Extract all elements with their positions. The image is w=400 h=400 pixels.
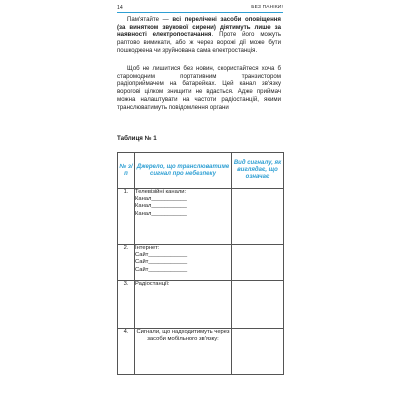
paragraph-1-bold: всі перелічені засоби оповіщення (за винятком звукової сирени) діятимуть лише за наявності електропостачання <box>117 16 281 39</box>
table-row <box>118 329 284 375</box>
row-number: 2. <box>118 245 135 281</box>
blank-line: Сайт____________ <box>135 252 188 259</box>
row-source <box>135 189 232 245</box>
paragraph-1 <box>117 16 281 55</box>
row-signal-cell <box>232 189 284 245</box>
row-number: 1. <box>118 189 135 245</box>
row-signal-cell <box>232 245 284 281</box>
table-header-row <box>118 153 284 189</box>
blank-line: Канал___________ <box>135 203 187 210</box>
header-number: № з/п <box>118 153 135 189</box>
row-number: 3. <box>118 281 135 329</box>
paragraph-2: Щоб не лишитися без новин, скористайтеся хоча б старомодним портативним транзистором радіоприймачем на батарейках. Цей канал зв'язку ворогові цілком знищити не вдасться. Адже приймач можна налаштувати на частоти радіостанцій, якими транслюватимуть повідомлення органи <box>117 65 281 111</box>
signal-sources-table <box>117 152 284 375</box>
row-label: Радіостанції: <box>135 281 170 287</box>
blank-line: Канал___________ <box>135 210 187 217</box>
row-number: 4. <box>118 329 135 375</box>
row-signal-cell <box>232 281 284 329</box>
row-source <box>135 245 232 281</box>
table-row <box>118 245 284 281</box>
row-label: Телевізійні канали: <box>135 189 187 195</box>
table-title: Таблиця № 1 <box>117 135 157 142</box>
row-signal-cell <box>232 329 284 375</box>
row-source <box>135 329 232 375</box>
paragraph-1-intro: Пам'ятайте — <box>127 16 173 23</box>
header-kind: Вид сигналу, як виглядає, що означає <box>232 153 284 189</box>
page-number: 14 <box>117 5 123 11</box>
header-rule <box>117 12 283 13</box>
table-row <box>118 189 284 245</box>
table-row <box>118 281 284 329</box>
paragraph-1-rest: . Проте його можуть раптово вимикати, або ж через ворожі дії може бути пошкоджена чи зруйнована сама електростанція. <box>117 31 281 54</box>
row-source <box>135 281 232 329</box>
header-source: Джерело, що транслюватиме сигнал про небезпеку <box>135 153 232 189</box>
blank-line: Сайт____________ <box>135 259 188 266</box>
running-title: БЕЗ ПАНІКИ! <box>251 5 283 10</box>
blank-line: Сайт____________ <box>135 266 188 273</box>
blank-line: Канал___________ <box>135 196 187 203</box>
row-label: Сигнали, що надходитимуть через засоби мобільного зв'язку: <box>136 329 230 343</box>
row-label: Інтернет: <box>135 245 160 251</box>
